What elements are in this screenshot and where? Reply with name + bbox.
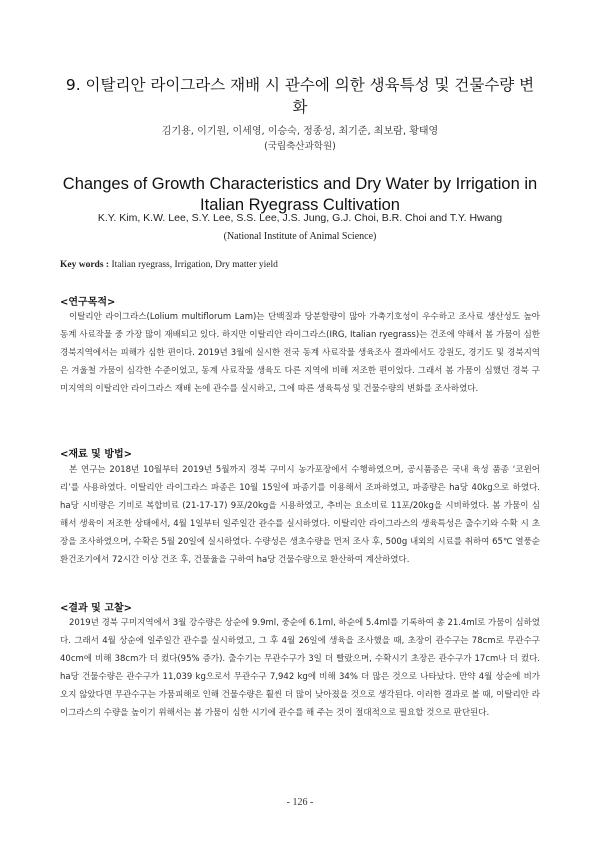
purpose-heading: <연구목적>	[60, 297, 116, 308]
korean-institution: (국립축산과학원)	[264, 141, 336, 152]
results-heading: <결과 및 고찰>	[60, 603, 133, 614]
english-authors: K.Y. Kim, K.W. Lee, S.Y. Lee, S.S. Lee, J.S. Jung, G.J. Choi, B.R. Choi and T.Y. Hwang	[97, 212, 503, 224]
english-institution: (National Institute of Animal Science)	[223, 231, 377, 242]
keywords-line	[60, 260, 540, 270]
purpose-paragraph: 이탈리안 라이그라스(Lolium multiflorum Lam)는 단백질과 당분함량이 많아 가축기호성이 우수하고 조사료 생산성도 높아 동계 사료작물 중 가장 많이 재배되고 있다. 하지만 이탈리안 라이그라스(IRG, Italian ryegrass)는 건조에 약해서 봄 가뭄이 심한 경북지역에서는 피해가 심한 편이다. 2019년 3월에 실시한 전국 동계 사료작물 생육조사 결과에서도 강원도, 경기도 및 경북지역은 겨울철 가뭄이 심각한 수준이었고, 동계 사료작물 생육도 다른 지역에 비해 저조한 편이었다. 그래서 봄 가뭄이 심했던 경북 구미지역의 이탈리안 라이그라스 재배 논에 관수를 실시하고, 그에 따른 생육특성 및 건물수량의 변화를 조사하였다.	[60, 312, 540, 394]
page-number: - 126 -	[286, 797, 314, 808]
korean-authors: 김기용, 이기원, 이세영, 이승숙, 정종성, 최기준, 최보람, 황태영	[161, 126, 439, 137]
results-paragraph: 2019년 경북 구미지역에서 3월 강수량은 상순에 9.9ml, 중순에 6.1ml, 하순에 5.4ml를 기록하여 총 21.4ml로 가뭄이 심하였다. 그래서 4월 상순에 일주일간 관수를 실시하였고, 그 후 4월 26일에 생육을 조사했을 때, 초장이 관수구는 78cm로 무관수구 40cm에 비해 38cm가 더 컸다(95% 증가). 출수기는 무관수구가 3일 더 빨랐으며, 수확시기 초장은 관수구가 17cm나 더 컸다. ha당 건물수량은 관수구가 11,039 kg으로서 무관수구 7,942 kg에 비해 34% 더 많은 것으로 나타났다. 만약 4월 상순에 비가 오지 않았다면 무관수구는 가뭄피해로 인해 건물수량은 훨씬 더 많이 낮아졌을 것으로 생각된다. 이러한 결과로 볼 때, 이탈리안 라이그라스의 수량을 높이기 위해서는 봄 가뭄이 심한 시기에 관수를 해 주는 것이 절대적으로 필요할 것으로 판단된다.	[60, 618, 540, 718]
methods-heading: <재료 및 방법>	[60, 449, 133, 460]
methods-paragraph: 본 연구는 2018년 10월부터 2019년 5월까지 경북 구미시 농가포장에서 수행하였으며, 공시품종은 국내 육성 품종 ‘코윈어리’를 사용하였다. 이탈리안 라이그라스 파종은 10월 15일에 파종기를 이용해서 조파하였고, 파종량은 ha당 40kg으로 하였다. ha당 시비량은 기비로 복합비료 (21-17-17) 9포/20kg을 시용하였고, 추비는 요소비료 11포/20kg을 시비하였다. 봄 가뭄이 심해서 생육이 저조한 상태에서, 4월 1일부터 일주일간 관수를 실시하였다. 이탈리안 라이그라스의 생육특성은 출수기와 수확 시 초장을 조사하였으며, 수확은 5월 20일에 실시하였다. 수량성은 생초수량을 먼저 조사 후, 500g 내외의 시료를 취하여 65℃ 열풍순환건조기에서 72시간 이상 건조 후, 건물율을 구하여 ha당 건물수량으로 환산하여 계산하였다.	[60, 465, 540, 565]
purpose-body	[60, 308, 540, 398]
keywords-text: Italian ryegrass, Irrigation, Dry matter yield	[111, 260, 278, 270]
methods-body	[60, 461, 540, 569]
results-body	[60, 614, 540, 722]
english-title: Changes of Growth Characteristics and Dry Water by Irrigation in Italian Ryegrass Cultivation	[62, 175, 538, 214]
korean-title: 9. 이탈리안 라이그라스 재배 시 관수에 의한 생육특성 및 건물수량 변화	[65, 76, 535, 116]
keywords-label: Key words :	[60, 260, 110, 270]
